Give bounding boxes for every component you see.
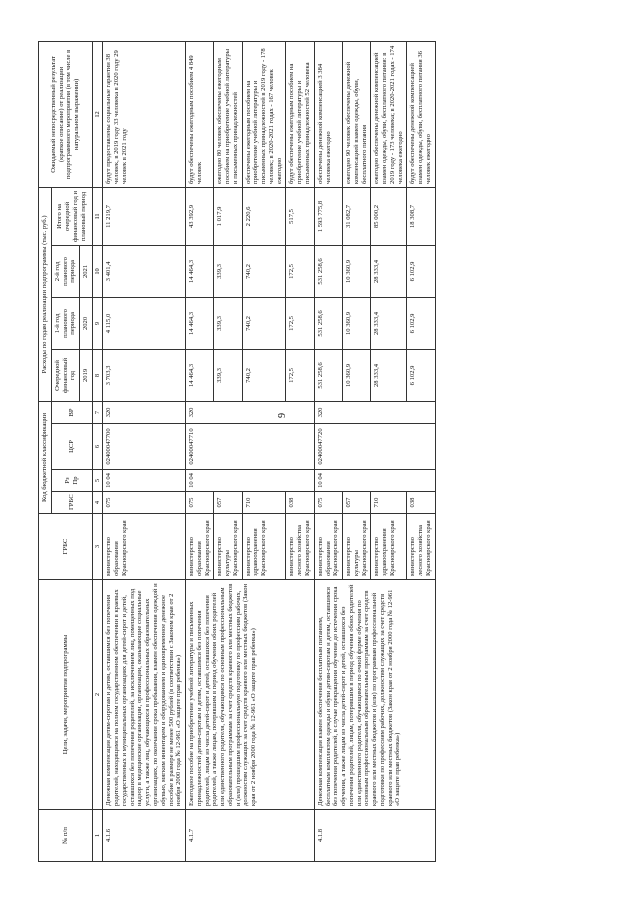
row-y3: 740,2 <box>242 245 286 297</box>
row-vr: 320 <box>314 401 435 423</box>
col-num: № п/п <box>39 810 93 862</box>
row-rzpr: 10 04 <box>103 470 186 492</box>
row-total: 18 308,7 <box>407 187 435 245</box>
row-y1: 3 703,3 <box>103 349 186 401</box>
row-goal: Денежная компенсация детям-сиротам и детям, оставшимся без попечения родителей, находящимся на полном государственном обеспечении в краевых государственных и муниципальных организациях для детей-сирот и детей, оставшихся без попечения родителей, за исключением лиц, помещенных под надзор в медицинские организации, организации, оказывающие социальные услуги, а также лиц, обучающихся в профессиональных образовательных организациях, по окончании срока пребывания, взамен обеспечения одеждой и обувью, мягким инвентарем и оборудованием и единовременное денежное пособие в размере не менее 500 рублей (в соответствии с Законом края от 2 ноября 2000 года № 12-961 «О защите прав ребенка») <box>103 580 186 810</box>
row-total: 85 000,2 <box>371 187 407 245</box>
row-grbs-code: 710 <box>242 492 286 514</box>
row-y3: 28 333,4 <box>371 245 407 297</box>
idx-cell: 6 <box>92 424 103 470</box>
row-y1: 531 258,6 <box>314 349 342 401</box>
row-total: 43 392,9 <box>186 187 214 245</box>
row-goal: Ежегодное пособие на приобретение учебной литературы и письменных принадлежностей детям-сиротам и детям, оставшимся без попечения родителей, лицам из числа детей-сирот и детей, оставшихся без попечения родителей, а также лицам, потерявшим в период обучения обоих родителей или единственного родителя, обучающимся по основным профессиональным образовательным программам за счет средств краевого или местных бюджетов и (или) прошедшим профессиональную подготовку по профессиям рабочих, должностям служащих за счет средств краевого или местных бюджетов (Закон края от 2 ноября 2000 года № 12-961 «О защите прав ребенка») <box>186 580 315 810</box>
row-grbs: министерство здравоохранения Красноярского края <box>242 514 286 580</box>
row-grbs-code: 075 <box>186 492 214 514</box>
row-y2: 10 360,9 <box>343 297 371 349</box>
row-y3: 172,5 <box>286 245 314 297</box>
row-rzpr: 10 04 <box>314 470 435 492</box>
row-y2: 6 102,9 <box>407 297 435 349</box>
row-vr: 320 <box>103 401 186 423</box>
row-grbs: министерство культуры Красноярского края <box>214 514 242 580</box>
row-y2: 172,5 <box>286 297 314 349</box>
row-grbs-code: 057 <box>214 492 242 514</box>
row-y1: 339,3 <box>214 349 242 401</box>
row-grbs-code: 038 <box>286 492 314 514</box>
row-y2: 4 115,0 <box>103 297 186 349</box>
row-y3: 531 258,6 <box>314 245 342 297</box>
row-vr: 320 <box>186 401 315 423</box>
row-grbs: министерство лесного хозяйства Красноярского края <box>286 514 314 580</box>
row-result: будут обеспечены денежной компенсацией взамен одежды, обуви, бесплатного питания 36 человек ежегодно <box>407 41 435 187</box>
row-grbs-code: 710 <box>371 492 407 514</box>
row-total: 11 219,7 <box>103 187 186 245</box>
row-result: ежегодно 80 человек обеспечены ежегодным пособием на приобретение учебной литературы и письменных принадлежностей <box>214 41 242 187</box>
idx-cell: 11 <box>92 187 103 245</box>
row-y1: 6 102,9 <box>407 349 435 401</box>
col-budget: Код бюджетной классификации <box>39 401 52 513</box>
row-result: обеспечены денежной компенсацией 3 384 человека ежегодно <box>314 41 342 187</box>
row-y3: 6 102,9 <box>407 245 435 297</box>
row-total: 1 593 775,8 <box>314 187 342 245</box>
row-grbs-code: 038 <box>407 492 435 514</box>
row-result: будут предоставлены социальные гарантии 38 человек, в 2019 году 33 человека в 2020 году 29 человек в 2021 году <box>103 41 186 187</box>
row-grbs: министерство образования Красноярского края <box>314 514 342 580</box>
row-total: 31 082,7 <box>343 187 371 245</box>
row-grbs-code: 075 <box>103 492 186 514</box>
row-y2: 531 258,6 <box>314 297 342 349</box>
row-num: 4.1.6 <box>103 810 186 862</box>
year-y1: 2019 <box>80 349 93 401</box>
idx-cell: 8 <box>92 349 103 401</box>
row-num: 4.1.7 <box>186 810 315 862</box>
table-row <box>103 41 186 861</box>
row-rzpr: 10 04 <box>186 470 315 492</box>
row-y2: 339,3 <box>214 297 242 349</box>
col-y3: 2-й год планового периода <box>51 245 79 297</box>
row-total: 1 017,9 <box>214 187 242 245</box>
idx-cell: 1 <box>92 810 103 862</box>
row-result: ежегодно 90 человек обеспечены денежной компенсацией взамен одежды, обуви, бесплатного питания <box>343 41 371 187</box>
year-y2: 2020 <box>80 297 93 349</box>
page-number: 9 <box>277 413 288 418</box>
row-csr: 02400047700 <box>103 424 186 470</box>
col-y1: Очередной финансовый год <box>51 349 79 401</box>
idx-cell: 10 <box>92 245 103 297</box>
row-goal: Денежная компенсация взамен обеспечения бесплатным питанием, бесплатным комплектом одежды и обуви детям-сиротам и детям, оставшимся без попечения родителей, в случае прекращения обучения до истечения срока обучения, а также лицам из числа детей-сирот и детей, оставшихся без попечения родителей, лицам, потерявшим в период обучения обоих родителей или единственного родителя, обучающимся по очной форме обучения по основным профессиональным образовательным программам за счет средств краевого или местных бюджетов и (или) по программам профессиональной подготовки по профессиям рабочих, должностям служащих за счет средств краевого или местных бюджетов (Закон края от 2 ноября 2000 года № 12-961 «О защите прав ребенка») <box>314 580 435 810</box>
row-y2: 740,2 <box>242 297 286 349</box>
row-total: 2 220,6 <box>242 187 286 245</box>
col-csr: ЦСР <box>51 424 92 470</box>
idx-cell: 2 <box>92 580 103 810</box>
col-goal: Цели, задачи, мероприятия подпрограммы <box>39 580 93 810</box>
row-grbs: министерство образования Красноярского края <box>103 514 186 580</box>
col-rzpr: Рз Пр <box>51 470 92 492</box>
subprogram-table <box>38 41 436 862</box>
idx-cell: 4 <box>92 492 103 514</box>
row-y1: 740,2 <box>242 349 286 401</box>
row-y2: 28 333,4 <box>371 297 407 349</box>
idx-cell: 5 <box>92 470 103 492</box>
idx-cell: 7 <box>92 401 103 423</box>
row-y1: 172,5 <box>286 349 314 401</box>
col-grbs: ГРБС <box>39 514 93 580</box>
row-result: будут обеспечены ежегодным пособием на приобретение учебной литературы и письменных принадлежностей 52 человека <box>286 41 314 187</box>
row-grbs: министерство лесного хозяйства Красноярского края <box>407 514 435 580</box>
row-grbs-code: 075 <box>314 492 342 514</box>
row-y3: 14 464,3 <box>186 245 214 297</box>
year-y3: 2021 <box>80 245 93 297</box>
row-y3: 339,3 <box>214 245 242 297</box>
table-row <box>186 41 214 861</box>
col-vr: ВР <box>51 401 92 423</box>
row-grbs-code: 057 <box>343 492 371 514</box>
row-csr: 02400047710 <box>186 424 315 470</box>
idx-cell: 3 <box>92 514 103 580</box>
row-result: ежегодно обеспечены денежной компенсацией взамен одежды, обуви, бесплатного питания: в 2019 году - 173 человека; в 2020-2021 годах - 174 человека ежегодно <box>371 41 407 187</box>
row-result: обеспечены ежегодным пособием на приобретение учебной литературы и письменных принадлежностей в 2019 году - 178 человек; в 2020-2021 годах - 167 человек ежегодно <box>242 41 286 187</box>
row-grbs: министерство здравоохранения Красноярского края <box>371 514 407 580</box>
row-grbs: министерство культуры Красноярского края <box>343 514 371 580</box>
row-result: будут обеспечены ежегодным пособием 4 849 человек <box>186 41 214 187</box>
row-y1: 14 464,3 <box>186 349 214 401</box>
row-y3: 3 401,4 <box>103 245 186 297</box>
col-grbs-code: ГРБС <box>51 492 92 514</box>
idx-cell: 12 <box>92 41 103 187</box>
col-y2: 1-й год планового периода <box>51 297 79 349</box>
table-row <box>314 41 342 861</box>
row-y1: 28 333,4 <box>371 349 407 401</box>
col-expenses: Расходы по годам реализации подпрограммы (тыс. руб.) <box>39 187 52 401</box>
idx-cell: 9 <box>92 297 103 349</box>
row-csr: 02400047720 <box>314 424 435 470</box>
col-result: Ожидаемый непосредственный результат (краткое описание) от реализации подпрограммного мероприятия (в том числе в натуральном выражении) <box>39 41 93 187</box>
row-num: 4.1.8 <box>314 810 435 862</box>
row-grbs: министерство образования Красноярского края <box>186 514 214 580</box>
row-y1: 10 360,9 <box>343 349 371 401</box>
row-total: 517,5 <box>286 187 314 245</box>
row-y3: 10 360,9 <box>343 245 371 297</box>
row-y2: 14 464,3 <box>186 297 214 349</box>
col-total: Итого на очередной финансовый год и плановый период <box>51 187 92 245</box>
rotated-table-container <box>38 42 602 862</box>
